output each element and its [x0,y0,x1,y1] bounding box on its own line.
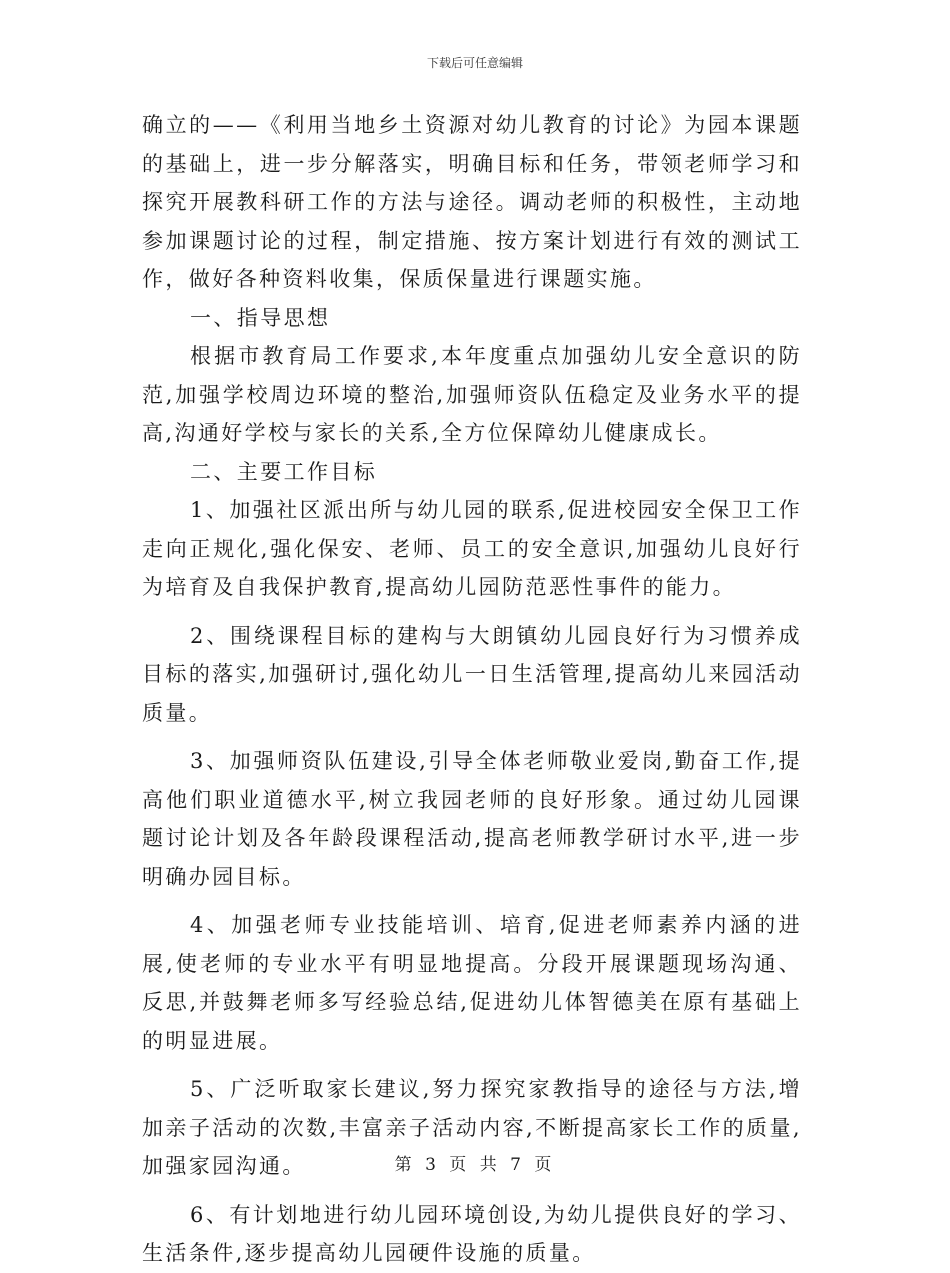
document-body [142,106,802,1273]
intro-paragraph: 确立的——《利用当地乡土资源对幼儿教育的讨论》为园本课题的基础上，进一步分解落实，明确目标和任务，带领老师学习和探究开展教科研工作的方法与途径。调动老师的积极性，主动地参加课题讨论的过程，制定措施、按方案计划进行有效的测试工作，做好各种资料收集，保质保量进行课题实施。 [142,113,802,291]
guiding-ideology-paragraph: 根据市教育局工作要求,本年度重点加强幼儿安全意识的防范,加强学校周边环境的整治,加强师资队伍稳定及业务水平的提高,沟通好学校与家长的关系,全方位保障幼儿健康成长。 [142,344,802,445]
goal-item-6: 6、有计划地进行幼儿园环境创设,为幼儿提供良好的学习、生活条件,逐步提高幼儿园硬件设施的质量。 [142,1202,802,1265]
section-heading-main-goals: 二、主要工作目标 [190,459,378,484]
goal-item-1: 1、加强社区派出所与幼儿园的联系,促进校园安全保卫工作走向正规化,强化保安、老师、员工的安全意识,加强幼儿良好行为培育及自我保护教育,提高幼儿园防范恶性事件的能力。 [142,498,802,599]
section-heading-guiding-ideology: 一、指导思想 [190,305,331,330]
page-number-footer: 第 3 页 共 7 页 [394,1155,556,1175]
goal-item-2: 2、围绕课程目标的建构与大朗镇幼儿园良好行为习惯养成目标的落实,加强研讨,强化幼儿一日生活管理,提高幼儿来园活动质量。 [142,623,802,725]
goal-item-3: 3、加强师资队伍建设,引导全体老师敬业爱岗,勤奋工作,提高他们职业道德水平,树立我园老师的良好形象。通过幼儿园课题讨论计划及各年龄段课程活动,提高老师教学研讨水平,进一步明确办园目标。 [142,749,802,889]
goal-item-5: 5、广泛听取家长建议,努力探究家教指导的途径与方法,增加亲子活动的次数,丰富亲子活动内容,不断提高家长工作的质量,加强家园沟通。 [142,1077,802,1178]
page-header: 下载后可任意编辑 [426,56,523,70]
goal-item-4: 4、加强老师专业技能培训、培育,促进老师素养内涵的进展,使老师的专业水平有明显地提高。分段开展课题现场沟通、反思,并鼓舞老师多写经验总结,促进幼儿体智德美在原有基础上的明显进展。 [142,913,802,1053]
